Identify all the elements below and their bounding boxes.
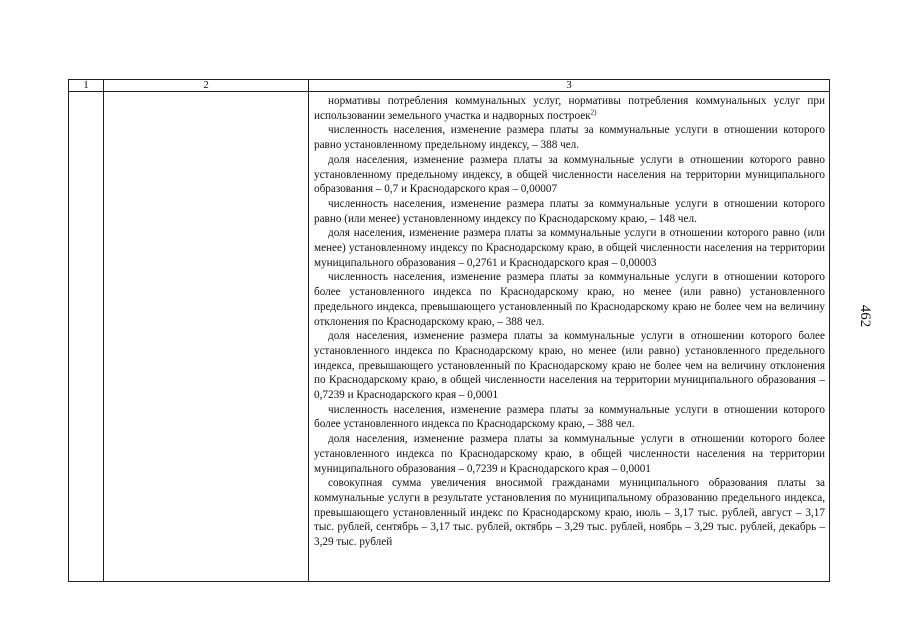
cell-content [309, 92, 829, 550]
footnote-mark: 2) [590, 107, 597, 116]
cell-col-3 [309, 92, 830, 582]
paragraph [314, 94, 825, 123]
data-table [68, 79, 830, 582]
paragraph-text: нормативы потребления коммунальных услуг, нормативы потребления коммунальных услуг при использовании земельного участка и надворных построек [314, 95, 825, 122]
table-header-row [69, 80, 830, 92]
paragraph: численность населения, изменение размера платы за коммунальные услуги в отношении которого равно установленному предельному индексу, – 388 чел. [314, 124, 825, 152]
paragraph: доля населения, изменение размера платы за коммунальные услуги в отношении которого равно (или менее) установленному индексу по Краснодарскому краю, в общей численности населения на территории муниципального образования – 0,2761 и Краснодарского края – 0,00003 [314, 227, 825, 269]
paragraph: доля населения, изменение размера платы за коммунальные услуги в отношении которого равно установленному предельному индексу, в общей численности населения на территории муниципального образования – 0,7 и Краснодарского края – 0,00007 [314, 153, 825, 196]
page-number: 462 [857, 304, 873, 328]
paragraph: совокупная сумма увеличения вносимой гражданами муниципального образования платы за коммунальные услуги в результате установления по муниципальному образованию предельного индекса, превышающего установленный индекс по Краснодарскому краю, июль – 3,17 тыс. рублей, август – 3,17 тыс. рублей, сентябрь – 3,17 тыс. рублей, октябрь – 3,29 тыс. рублей, ноябрь – 3,29 тыс. рублей, декабрь – 3,29 тыс. рублей [314, 477, 825, 549]
column-header-3: 3 [309, 80, 830, 92]
paragraph: численность населения, изменение размера платы за коммунальные услуги в отношении которого более установленного индекса по Краснодарскому краю, но менее (или равно) установленного предельного индекса, превышающего установленный по Краснодарскому краю не более чем на величину отклонения по Краснодарскому краю, – 388 чел. [314, 271, 825, 328]
cell-col-2 [104, 92, 309, 582]
column-header-2: 2 [104, 80, 309, 92]
paragraph: численность населения, изменение размера платы за коммунальные услуги в отношении которого равно (или менее) установленному индексу по Краснодарскому краю, – 148 чел. [314, 197, 825, 225]
cell-col-1 [69, 92, 104, 582]
column-header-1: 1 [69, 80, 104, 92]
paragraph: доля населения, изменение размера платы за коммунальные услуги в отношении которого более установленного индекса по Краснодарскому краю, но менее (или равно) установленного предельного индекса, превышающего установленный по Краснодарскому краю не более чем на величину отклонения по Краснодарскому краю, в общей численности населения на территории муниципального образования – 0,7239 и Краснодарского края – 0,0001 [314, 330, 825, 402]
paragraph: доля населения, изменение размера платы за коммунальные услуги в отношении которого более установленного индекса по Краснодарскому краю, в общей численности населения на территории муниципального образования – 0,7239 и Краснодарского края – 0,0001 [314, 433, 825, 475]
paragraph: численность населения, изменение размера платы за коммунальные услуги в отношении которого более установленного индекса по Краснодарскому краю, – 388 чел. [314, 403, 825, 431]
table-row [69, 92, 830, 582]
